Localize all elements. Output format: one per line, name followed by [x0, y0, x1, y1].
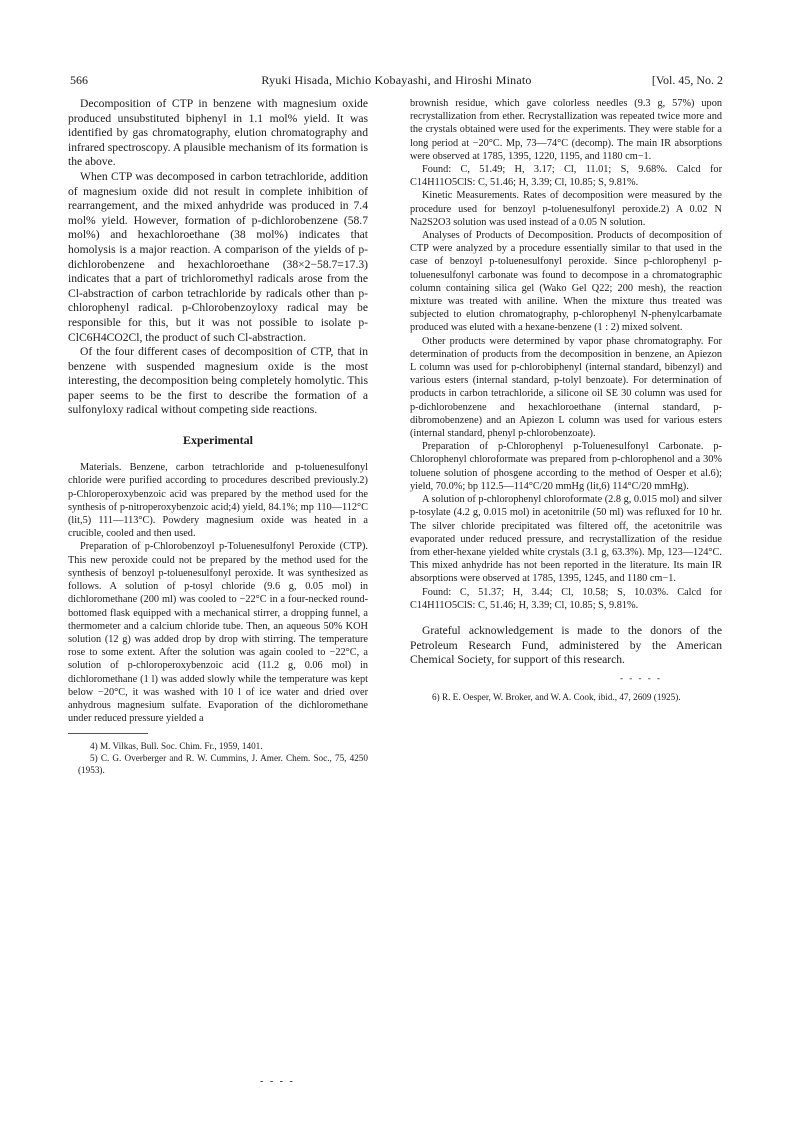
- separator-dashes: - - - - -: [620, 672, 662, 683]
- right-column: [410, 97, 722, 703]
- paragraph: Found: C, 51.49; H, 3.17; Cl, 11.01; S, 9.68%. Calcd for C14H11O5ClS: C, 51.46; H, 3.39; Cl, 10.85; S, 9.81%.: [410, 164, 722, 189]
- page-number: 566: [70, 73, 88, 87]
- paragraph: Kinetic Measurements. Rates of decomposition were measured by the procedure used for benzoyl p-toluenesulfonyl peroxide.2) A 0.02 N Na2S2O3 solution was used instead of a 0.05 N solution.: [410, 190, 722, 228]
- left-column: [68, 97, 368, 776]
- paragraph: Preparation of p-Chlorophenyl p-Toluenesulfonyl Carbonate. p-Chlorophenyl chloroformate was prepared from p-chlorophenol and a 30% toluene solution of phosgene according to the method of Oesper et al.6); yield, 70.0%; bp 112.5—114°C/20 mmHg (lit,6) 114°C/20 mmHg).: [410, 441, 722, 492]
- paragraph: Preparation of p-Chlorobenzoyl p-Toluenesulfonyl Peroxide (CTP). This new peroxide could not be prepared by the method used for the synthesis of benzoyl p-toluenesulfonyl peroxide. It was synthesized as follows. A solution of p-tosyl chloride (9.6 g, 0.05 mol) in dichloromethane (200 ml) was cooled to −22°C in a four-necked round-bottomed flask equipped with a mechanical stirrer, a dropping funnel, a thermometer and a calcium chloride tube. Then, an aqueous 50% KOH solution (12 g) was added drop by drop with stirring. The temperature rose to some extent. After the solution was again cooled to −22°C, a solution of p-chloroperoxybenzoic acid (11.2 g, 0.06 mol) in dichloromethane (1 l) was added slowly while the temperature was kept below −20°C, it was washed with 10 l of ice water and dried over anhydrous magnesium sulfate. Evaporation of the dichloromethane under reduced pressure yielded a: [68, 541, 368, 725]
- header-authors: Ryuki Hisada, Michio Kobayashi, and Hiroshi Minato: [261, 73, 532, 87]
- running-header: [70, 73, 723, 89]
- paragraph: A solution of p-chlorophenyl chloroformate (2.8 g, 0.015 mol) and silver p-tosylate (4.2 g, 0.015 mol) in acetonitrile (50 ml) was refluxed for 10 hr. The silver chloride precipitated was filtered off, the acetonitrile was evaporated under reduced pressure, and recrystallization of the residue from ether-hexane yielded white crystals (3.1 g, 63.3%). Mp, 123—124°C. This mixed anhydride has not been reported in the literature. Its main IR absorptions were observed at 1785, 1395, 1245, and 1180 cm−1.: [410, 494, 722, 585]
- paragraph: Other products were determined by vapor phase chromatography. For determination of products from the decomposition in benzene, an Apiezon L column was used for p-chlorobiphenyl (internal standard, bibenzyl) and various esters (internal standard, p-tolyl benzoate). For determination of products in carbon tetrachloride, a silicone oil SE 30 column was used for p-dichlorobenzene and hexachloroethane (internal standard, p-dibromobenzene) and an Apiezon L column was used for various esters (internal standard, phenyl p-chlorobenzoate).: [410, 335, 722, 440]
- footnote-rule: [68, 733, 148, 734]
- paragraph: Found: C, 51.37; H, 3.44; Cl, 10.58; S, 10.03%. Calcd for C14H11O5ClS: C, 51.46; H, 3.39; Cl, 10.85; S, 9.81%.: [410, 586, 722, 611]
- section-title: Experimental: [183, 433, 253, 448]
- end-rule: - - - -: [260, 1076, 295, 1087]
- paragraph: brownish residue, which gave colorless needles (9.3 g, 57%) upon recrystallization from ether. Recrystallization was repeated twice more and the crystals obtained were used for the experiments. They were stable for a long period at −20°C. Mp, 73—74°C (decomp). The main IR absorptions were observed at 1785, 1395, 1220, 1195, and 1180 cm−1.: [410, 98, 722, 162]
- paragraph: Analyses of Products of Decomposition. Products of decomposition of CTP were analyzed by a procedure essentially similar to that used in the case of benzoyl p-toluenesulfonyl peroxide. Since p-chlorophenyl p-toluenesulfonyl carbonate was found to decompose in a chromatographic column containing silica gel (Wako Gel Q22; 200 mesh), the reaction mixture was treated with aniline. When the mixture thus treated was subjected to elution chromatography, p-chlorophenyl N-phenylcarbamate produced was eluted with a hexane-benzene (1 : 2) mixed solvent.: [410, 230, 722, 334]
- paragraph: Of the four different cases of decomposition of CTP, that in benzene with suspended magnesium oxide is the most interesting, the decomposition being completely homolytic. This paper seems to be the first to describe the formation of a sulfonyloxy radical without competing side reactions.: [68, 345, 368, 417]
- footnote: 6) R. E. Oesper, W. Broker, and W. A. Cook, ibid., 47, 2609 (1925).: [432, 691, 681, 702]
- footnote: 5) C. G. Overberger and R. W. Cummins, J. Amer. Chem. Soc., 75, 4250 (1953).: [78, 753, 368, 776]
- header-volume: [Vol. 45, No. 2: [651, 73, 723, 87]
- paragraph: Decomposition of CTP in benzene with magnesium oxide produced unsubstituted biphenyl in 1.1 mol% yield. It was identified by gas chromatography, elution chromatography and infrared spectroscopy. A plausible mechanism of its formation is the above.: [68, 97, 368, 169]
- paragraph: Materials. Benzene, carbon tetrachloride and p-toluenesulfonyl chloride were purified according to procedures described previously.2) p-Chloroperoxybenzoic acid was prepared by the method used for the synthesis of p-nitroperoxybenzoic acid;4) yield, 84.1%; mp 110—112°C (lit,5) 111—113°C). Powdery magnesium oxide was heated in a crucible, cooled and then used.: [68, 462, 368, 540]
- footnote: 4) M. Vilkas, Bull. Soc. Chim. Fr., 1959, 1401.: [90, 741, 263, 752]
- acknowledgement: Grateful acknowledgement is made to the donors of the Petroleum Research Fund, administered by the American Chemical Society, for support of this research.: [410, 623, 722, 667]
- paragraph: When CTP was decomposed in carbon tetrachloride, addition of magnesium oxide did not result in complete inhibition of rearrangement, and the mixed anhydride was produced in 7.4 mol% yield. However, formation of p-dichlorobenzene (58.7 mol%) and hexachloroethane (38 mol%) indicates that homolysis is a major reaction. A comparison of the yields of p-dichlorobenzene and hexachloroethane (38×2−58.7=17.3) indicates that a part of trichloromethyl radicals arose from the Cl-abstraction of carbon tetrachloride by radicals other than p-chlorophenyl radical. p-Chlorobenzoyloxy radical may be responsible for this, but it was not possible to isolate p-ClC6H4CO2Cl, the product of such Cl-abstraction.: [68, 169, 368, 344]
